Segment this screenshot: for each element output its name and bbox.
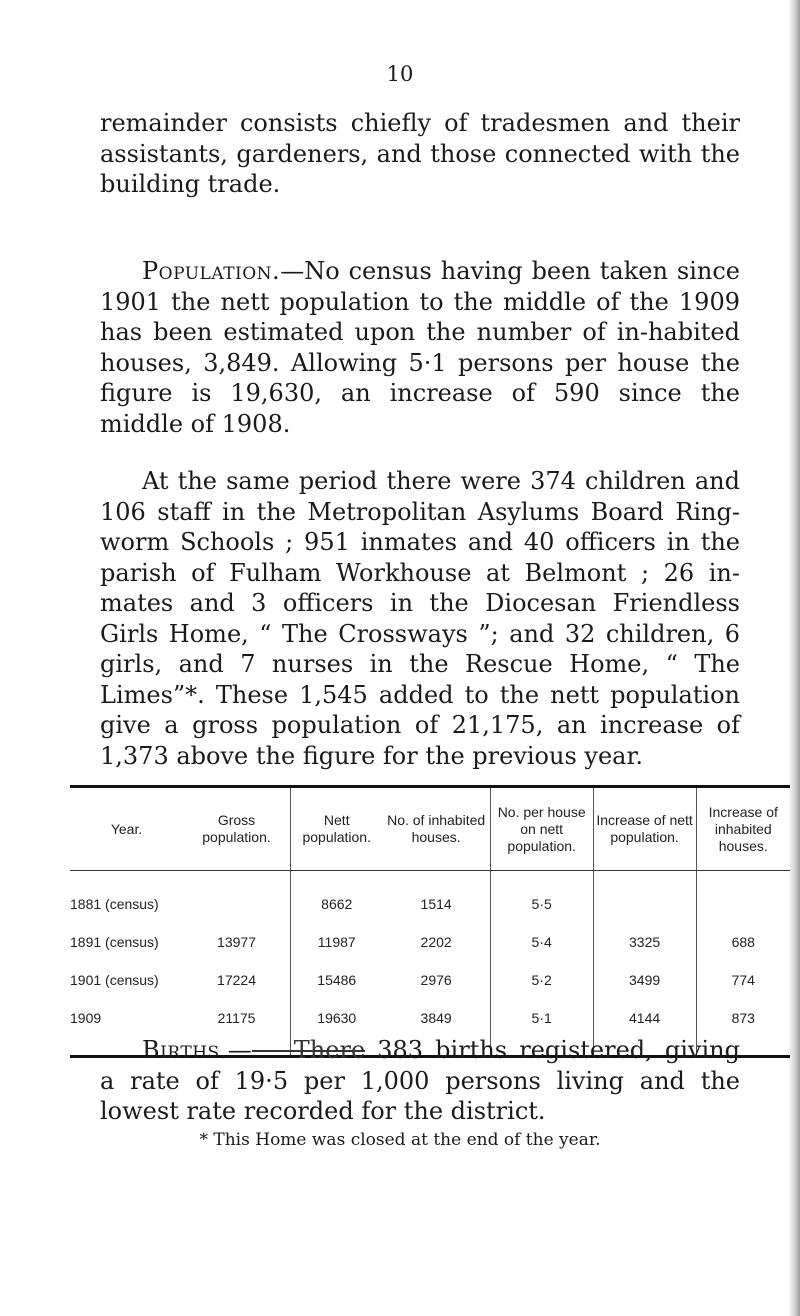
header-increase-houses: Increase of inhabited houses. xyxy=(696,788,790,871)
table-header-row xyxy=(70,788,790,871)
table-row xyxy=(70,923,790,961)
cell-per-house: 5·2 xyxy=(490,961,593,999)
cell-nett: 19630 xyxy=(290,999,382,1055)
cell-increase-houses xyxy=(696,871,790,924)
cell-increase-nett: 3499 xyxy=(593,961,696,999)
cell-year: 1901 (census) xyxy=(70,972,159,988)
cell-houses: 1514 xyxy=(420,896,452,912)
cell-houses: 2202 xyxy=(420,934,452,950)
births-text: 383 births registered, giving a rate of 19·5 per 1,000 persons living and the lowest rate recorded for the district. xyxy=(100,1036,740,1125)
cell-year: 1909 xyxy=(70,1010,102,1026)
footnote: * This Home was closed at the end of the year. xyxy=(199,1130,601,1150)
cell-increase-houses: 873 xyxy=(696,999,790,1055)
cell-year: 1891 (census) xyxy=(70,934,159,950)
page-number: 10 xyxy=(386,62,414,86)
header-houses: No. of inhabited houses. xyxy=(383,788,491,871)
cell-nett: 15486 xyxy=(290,961,382,999)
header-nett: Nett population. xyxy=(290,788,382,871)
cell-gross: 21175 xyxy=(217,1010,256,1026)
header-year: Year. xyxy=(70,788,183,871)
cell-nett: 8662 xyxy=(290,871,382,924)
cell-increase-nett xyxy=(593,871,696,924)
cell-gross: 13977 xyxy=(217,934,256,950)
births-paragraph xyxy=(100,1035,740,1127)
header-per-house: No. per house on nett population. xyxy=(490,788,593,871)
cell-per-house: 5·4 xyxy=(490,923,593,961)
intro-paragraph: remainder consists chiefly of tradesmen and their assistants, gardeners, and those connected with the building trade. xyxy=(100,109,740,198)
population-table xyxy=(70,785,790,1058)
cell-increase-houses: 688 xyxy=(696,923,790,961)
cell-gross: 17224 xyxy=(217,972,256,988)
cell-per-house: 5·1 xyxy=(490,999,593,1055)
cell-year: 1881 (census) xyxy=(70,896,159,912)
population-text: —No census having been taken since 1901 the nett population to the middle of the 1909 has been estimated upon the number of in-habited houses, 3,849. Allowing 5·1 persons per house the figure is 19,630, an increase of 590 since the middle of 1908. xyxy=(100,257,740,438)
institutions-paragraph: At the same period there were 374 children and 106 staff in the Metropolitan Asylums Board Ring-worm Schools ; 951 inmates and 40 officers in the parish of Fulham Workhouse at Belmont ; 26 in-mates and 3 officers in the Diocesan Friendless Girls Home, “ The Crossways ”; and 32 children, 6 girls, and 7 nurses in the Rescue Home, “ The Limes”*. These 1,545 added to the nett population give a gross population of 21,175, an increase of 1,373 above the figure for the previous year. xyxy=(100,467,740,770)
cell-houses: 3849 xyxy=(420,1010,452,1026)
header-gross: Gross population. xyxy=(183,788,290,871)
table-row xyxy=(70,871,790,924)
page-edge-shadow xyxy=(788,0,800,1316)
cell-increase-nett: 4144 xyxy=(593,999,696,1055)
cell-increase-nett: 3325 xyxy=(593,923,696,961)
births-heading: Births. xyxy=(142,1036,228,1064)
cell-houses: 2976 xyxy=(420,972,452,988)
cell-gross xyxy=(183,871,290,924)
cell-per-house: 5·5 xyxy=(490,871,593,924)
cell-increase-houses: 774 xyxy=(696,961,790,999)
cell-nett: 11987 xyxy=(290,923,382,961)
table-row xyxy=(70,961,790,999)
header-increase-nett: Increase of nett population. xyxy=(593,788,696,871)
births-erased-word: There xyxy=(252,1035,365,1066)
population-paragraph xyxy=(100,256,740,439)
births-dash: — xyxy=(227,1036,252,1064)
population-heading: Population. xyxy=(142,257,281,285)
